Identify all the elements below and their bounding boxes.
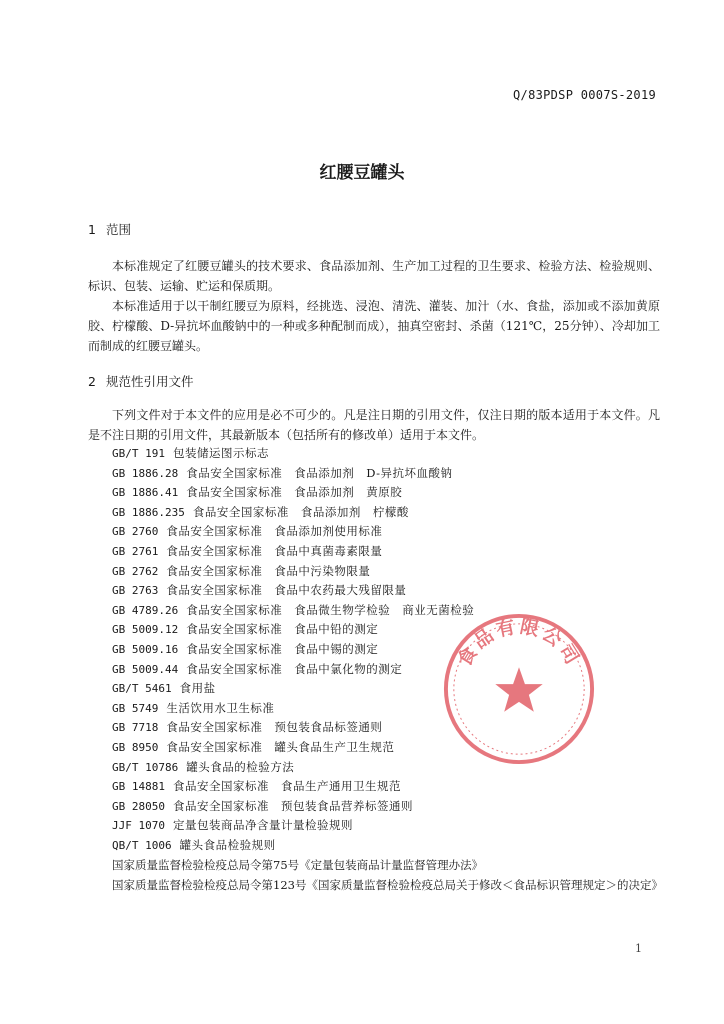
reference-title: 食品安全国家标准 食品中真菌毒素限量 — [166, 543, 383, 558]
reference-code: QB/T 1006 — [112, 838, 172, 852]
reference-title: 食品安全国家标准 食品添加剂 黄原胶 — [186, 485, 403, 500]
reference-title: 食品安全国家标准 预包装食品营养标签通则 — [172, 798, 413, 813]
reference-title: 食品安全国家标准 食品微生物学检验 商业无菌检验 — [186, 602, 475, 617]
reference-code: GB/T 10786 — [112, 760, 179, 774]
reference-title: 食品安全国家标准 食品添加剂 柠檬酸 — [192, 504, 409, 519]
reference-item — [112, 464, 474, 484]
reference-title: 食品安全国家标准 食品中氯化物的测定 — [186, 661, 403, 676]
reference-code: GB 1886.41 — [112, 486, 179, 500]
section-number: 2 — [88, 374, 96, 389]
reference-code: GB 5009.44 — [112, 662, 179, 676]
document-code: Q/83PDSP 0007S-2019 — [513, 88, 656, 102]
reference-title: 罐头食品检验规则 — [179, 837, 276, 852]
reference-title: 食品安全国家标准 食品生产通用卫生规范 — [172, 779, 401, 794]
reference-item — [112, 777, 474, 797]
reference-code: GB 2761 — [112, 544, 159, 558]
reference-code: GB/T 5461 — [112, 682, 172, 696]
section-title: 范围 — [106, 222, 132, 237]
reference-code: GB 4789.26 — [112, 603, 179, 617]
reference-item — [112, 679, 474, 699]
reference-title: 定量包装商品净含量计量检验规则 — [172, 818, 353, 833]
reference-title: 食品安全国家标准 食品添加剂使用标准 — [166, 524, 383, 539]
reference-code: GB 1886.28 — [112, 466, 179, 480]
seal-text: 食品有限公司 — [454, 616, 584, 671]
reference-code: GB 2762 — [112, 564, 159, 578]
reference-item — [112, 542, 474, 562]
section-title: 规范性引用文件 — [106, 374, 194, 389]
reference-item — [112, 758, 474, 778]
decree-item: 国家质量监督检验检疫总局令第75号《定量包装商品计量监督管理办法》 — [112, 858, 484, 872]
reference-code: GB 5009.16 — [112, 642, 179, 656]
references-intro-paragraph: 下列文件对于本文件的应用是必不可少的。凡是注日期的引用文件，仅注日期的版本适用于本文件。凡是不注日期的引用文件，其最新版本（包括所有的修改单）适用于本文件。 — [88, 408, 660, 442]
reference-title: 食品安全国家标准 罐头食品生产卫生规范 — [166, 739, 395, 754]
reference-code: GB 7718 — [112, 721, 159, 735]
reference-item — [112, 601, 474, 621]
reference-item — [112, 699, 474, 719]
company-seal — [440, 610, 598, 768]
reference-item — [112, 522, 474, 542]
scope-paragraph-2: 本标准适用于以干制红腰豆为原料，经挑选、浸泡、清洗、灌装、加汁（水、食盐，添加或不添加黄原胶、柠檬酸、D-异抗坏血酸钠中的一种或多种配制而成），抽真空密封、杀菌（121℃，25分钟）、冷却加工而制成的红腰豆罐头。 — [88, 299, 660, 353]
reference-item — [112, 836, 474, 856]
reference-item — [112, 816, 474, 836]
reference-item — [112, 640, 474, 660]
reference-title: 食品安全国家标准 食品添加剂 D-异抗坏血酸钠 — [186, 465, 453, 480]
reference-title: 食品安全国家标准 食品中农药最大残留限量 — [166, 583, 407, 598]
reference-code: GB 2763 — [112, 584, 159, 598]
scope-paragraph-1: 本标准规定了红腰豆罐头的技术要求、食品添加剂、生产加工过程的卫生要求、检验方法、检验规则、标识、包装、运输、贮运和保质期。 — [88, 259, 660, 293]
reference-title: 食品安全国家标准 食品中锡的测定 — [186, 641, 379, 656]
reference-item — [112, 620, 474, 640]
seal-star-icon — [495, 667, 542, 711]
reference-title: 食用盐 — [179, 681, 216, 696]
section-heading-references — [88, 372, 194, 390]
section-heading-scope — [88, 220, 131, 238]
page-number: 1 — [635, 942, 642, 955]
reference-item — [112, 562, 474, 582]
reference-item — [112, 718, 474, 738]
reference-code: GB 2760 — [112, 525, 159, 539]
reference-code: GB 14881 — [112, 780, 165, 794]
reference-item — [112, 797, 474, 817]
reference-code: GB/T 191 — [112, 447, 165, 460]
decree-item: 国家质量监督检验检疫总局令第123号《国家质量监督检验检疫总局关于修改＜食品标识管理规定＞的决定》 — [112, 878, 663, 892]
reference-title: 食品安全国家标准 预包装食品标签通则 — [166, 720, 383, 735]
reference-code: GB 5009.12 — [112, 623, 179, 637]
reference-title: 罐头食品的检验方法 — [186, 759, 295, 774]
reference-item — [112, 738, 474, 758]
reference-item — [112, 483, 474, 503]
reference-code: GB 1886.235 — [112, 505, 185, 519]
reference-list — [112, 444, 474, 855]
reference-title: 食品安全国家标准 食品中污染物限量 — [166, 563, 371, 578]
reference-code: GB 28050 — [112, 799, 165, 813]
reference-code: JJF 1070 — [112, 819, 165, 833]
reference-title: 食品安全国家标准 食品中铅的测定 — [186, 622, 379, 637]
document-title: 红腰豆罐头 — [319, 163, 405, 183]
reference-title: 包装储运图示标志 — [172, 446, 269, 460]
reference-title: 生活饮用水卫生标准 — [166, 700, 275, 715]
reference-item — [112, 660, 474, 680]
reference-item — [112, 444, 474, 464]
reference-item — [112, 503, 474, 523]
section-number: 1 — [88, 222, 96, 237]
reference-code: GB 8950 — [112, 740, 159, 754]
reference-code: GB 5749 — [112, 701, 159, 715]
reference-item — [112, 581, 474, 601]
